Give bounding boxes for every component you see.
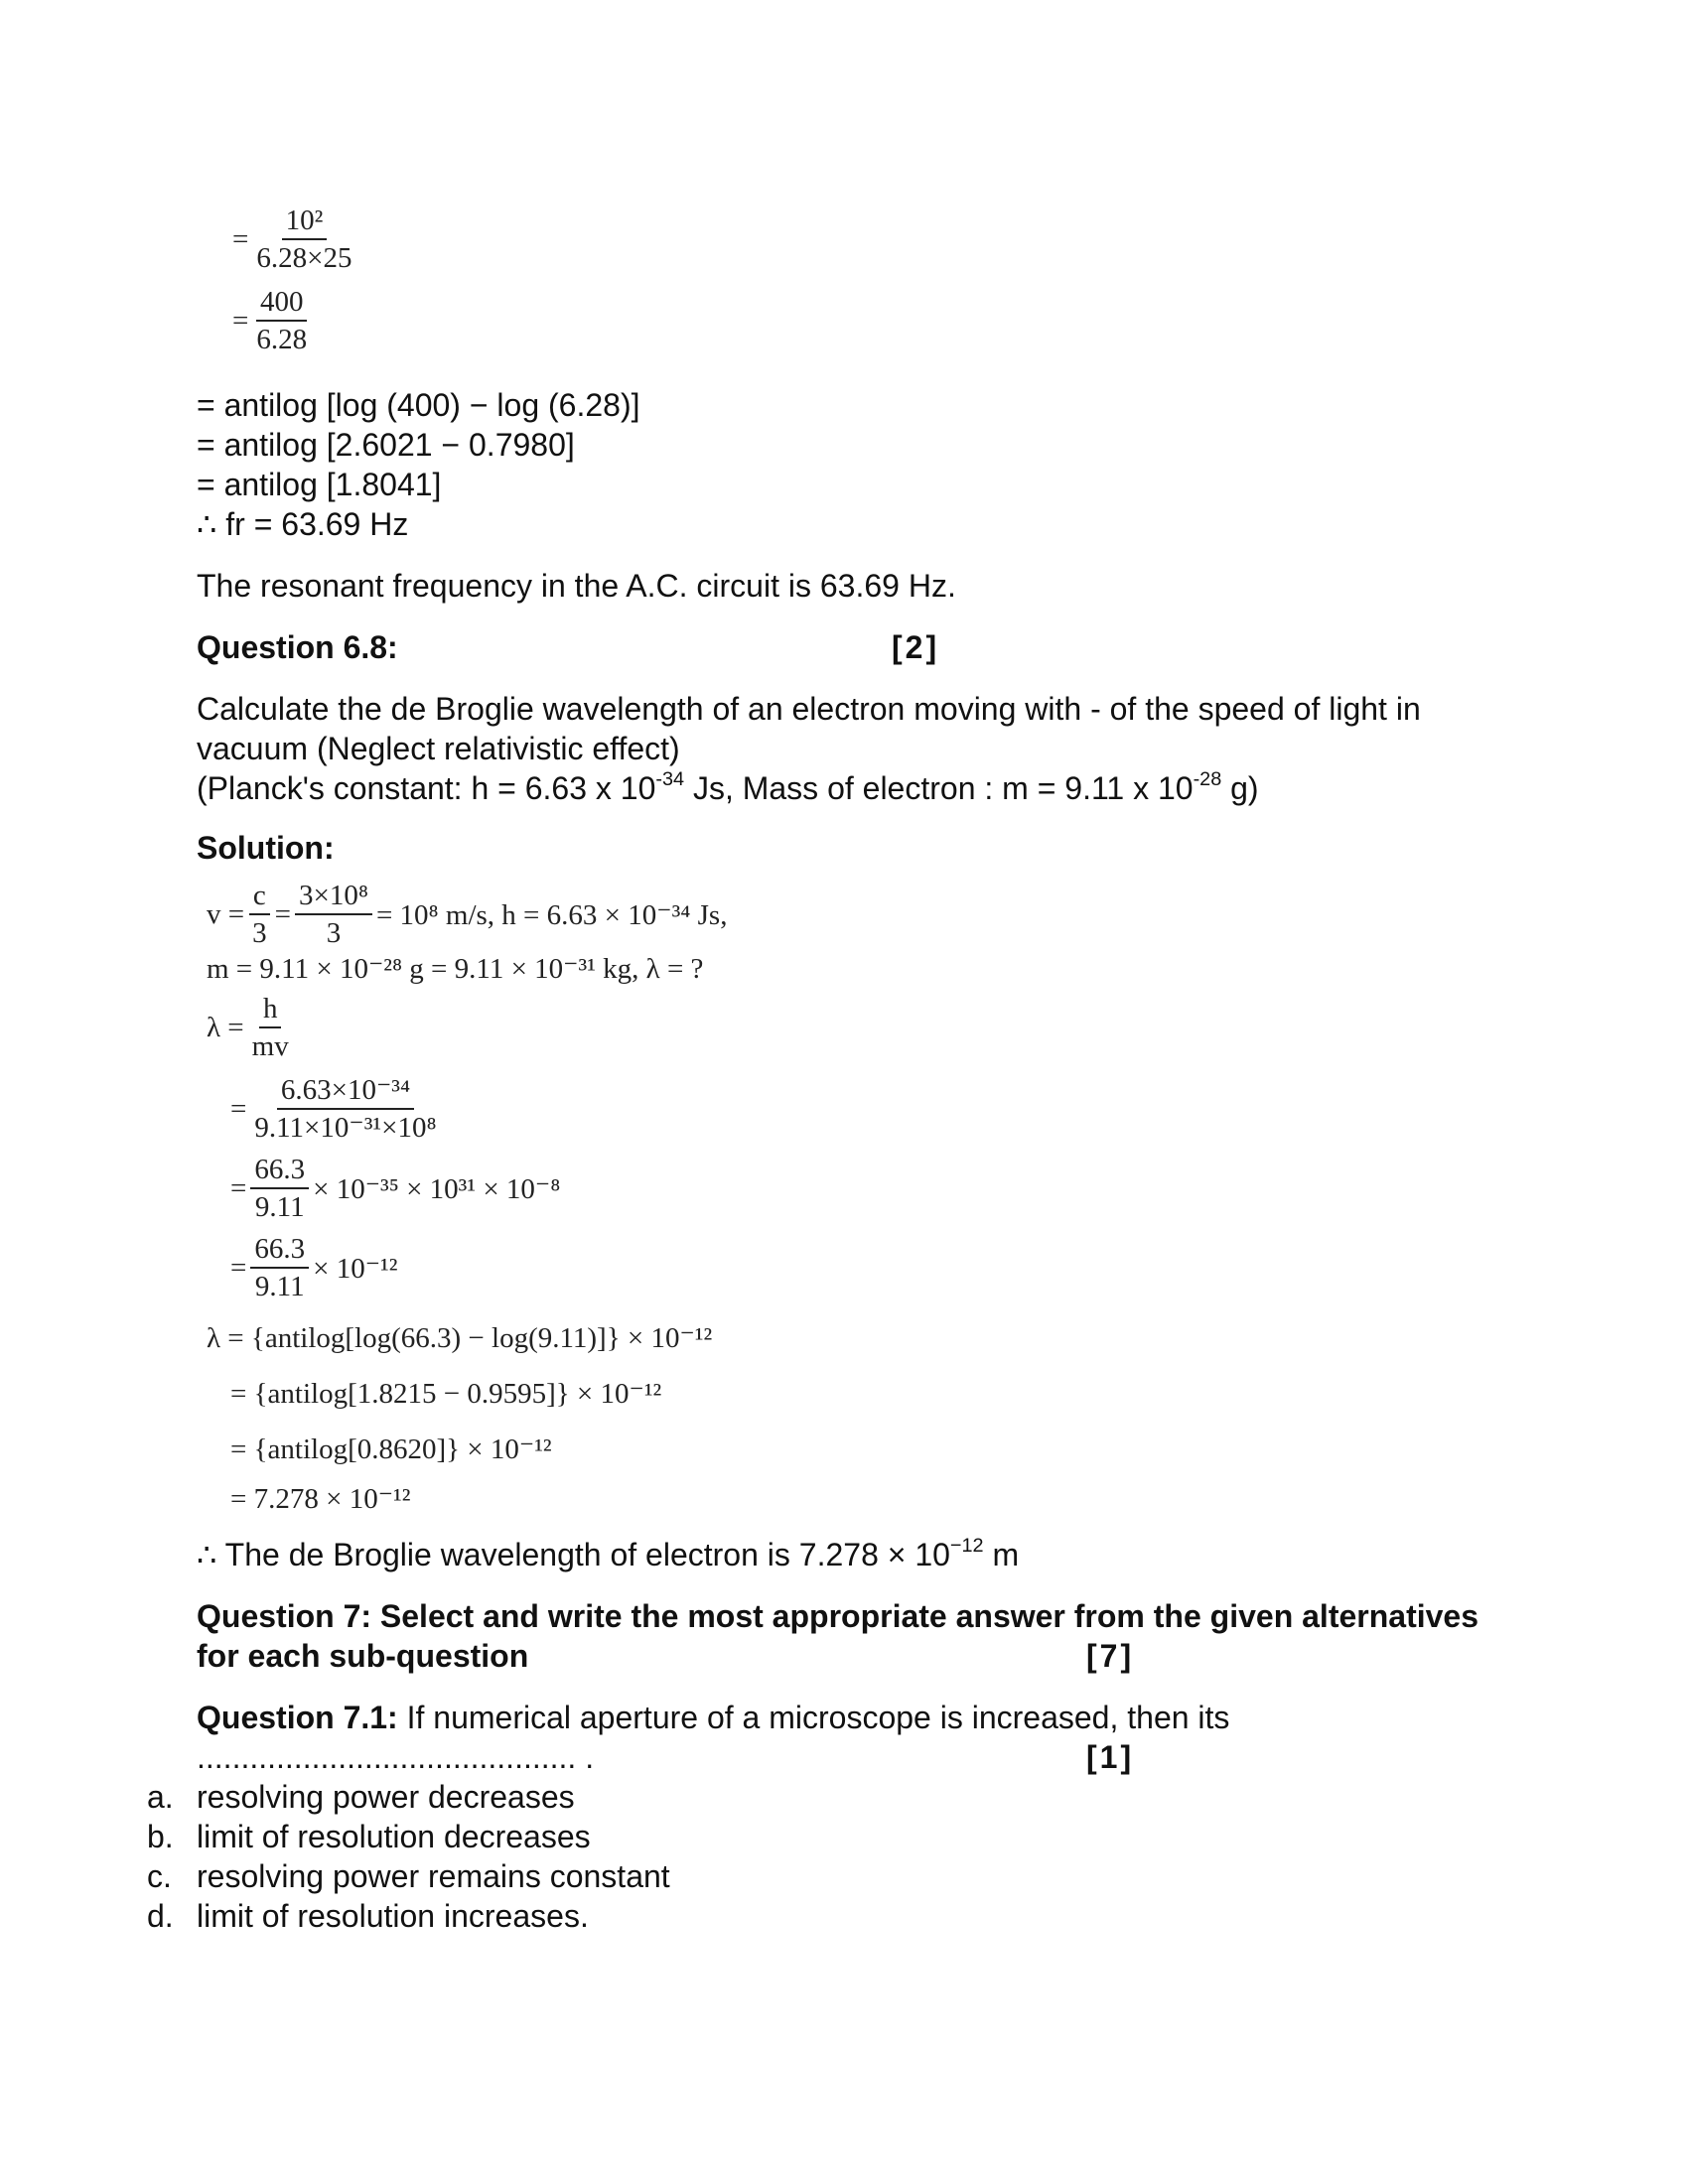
constants-part-b: Js, Mass of electron : m = 9.11 x 10 — [684, 770, 1194, 806]
c-over-3 — [248, 880, 271, 949]
speed-denominator: 3 — [326, 917, 342, 949]
option-c-text: resolving power remains constant — [197, 1858, 670, 1894]
substitution-denominator: 9.11×10⁻³¹×10⁸ — [254, 1112, 437, 1144]
solution-line-1 — [207, 880, 727, 949]
solution-line-3 — [207, 993, 297, 1062]
ratio-denominator-2: 9.11 — [254, 1271, 305, 1302]
speed-numerator: 3×10⁸ — [295, 880, 372, 915]
equals-sign: = — [230, 1171, 247, 1204]
power-factor: × 10⁻¹² — [313, 1252, 398, 1285]
lambda-lhs: λ = — [207, 1011, 244, 1043]
fraction-1-numerator: 10² — [282, 205, 328, 240]
equals-sign: = — [230, 1251, 247, 1284]
resonant-conclusion: The resonant frequency in the A.C. circuit is 63.69 Hz. — [197, 568, 956, 604]
question-7-1-blank: ........................................... . — [197, 1739, 595, 1775]
question-6-8-constants — [197, 768, 1259, 808]
c-numerator: c — [249, 880, 270, 915]
question-7-marks: [7] — [1086, 1638, 1135, 1674]
constants-exp-2: -28 — [1193, 768, 1222, 791]
conclusion-part-a: ∴ The de Broglie wavelength of electron is 7.278 × 10 — [197, 1537, 950, 1572]
solution-line-4 — [230, 1074, 445, 1144]
constants-part-c: g) — [1221, 770, 1259, 806]
solution-line-5 — [230, 1154, 560, 1223]
ratio-denominator-1: 9.11 — [254, 1191, 305, 1223]
fraction-2-denominator: 6.28 — [256, 324, 308, 355]
solution-line-10: = 7.278 × 10⁻¹² — [230, 1483, 411, 1515]
fraction-2 — [232, 286, 315, 355]
wavelength-conclusion — [197, 1535, 1019, 1574]
question-7-heading-line1: Question 7: Select and write the most appropriate answer from the given alternatives — [197, 1598, 1478, 1634]
equals-sign: = — [232, 222, 249, 255]
conclusion-exponent: −12 — [949, 1535, 984, 1558]
question-6-8-text-line1: Calculate the de Broglie wavelength of an electron moving with - of the speed of light in — [197, 691, 1421, 727]
constants-part-a: (Planck's constant: h = 6.63 x 10 — [197, 770, 656, 806]
calc-line-1: = antilog [log (400) − log (6.28)] — [197, 387, 640, 423]
question-7-1-marks: [1] — [1086, 1739, 1135, 1775]
substitution-numerator: 6.63×10⁻³⁴ — [277, 1074, 414, 1110]
solution-line-7: λ = {antilog[log(66.3) − log(9.11)]} × 10⁻¹² — [207, 1322, 713, 1354]
fraction-2-body — [252, 286, 311, 355]
fraction-1-body — [252, 205, 355, 274]
question-7-1 — [197, 1698, 1229, 1737]
mv-denominator: mv — [251, 1030, 289, 1062]
h-numerator: h — [259, 993, 282, 1028]
solution-line-6 — [230, 1233, 397, 1302]
option-c-letter: c. — [147, 1858, 172, 1894]
question-7-1-label: Question 7.1: — [197, 1700, 398, 1735]
option-a-text: resolving power decreases — [197, 1779, 575, 1815]
h-over-mv — [248, 993, 293, 1062]
speed-rest: = 10⁸ m/s, h = 6.63 × 10⁻³⁴ Js, — [375, 898, 728, 931]
solution-line-2: m = 9.11 × 10⁻²⁸ g = 9.11 × 10⁻³¹ kg, λ = ? — [207, 953, 704, 985]
speed-fraction — [295, 880, 372, 949]
calc-line-3: = antilog [1.8041] — [197, 467, 442, 502]
solution-label: Solution: — [197, 830, 335, 866]
substitution-fraction — [250, 1074, 440, 1144]
calc-line-2: = antilog [2.6021 − 0.7980] — [197, 427, 575, 463]
fraction-2-numerator: 400 — [256, 286, 308, 322]
powers-product: × 10⁻³⁵ × 10³¹ × 10⁻⁸ — [313, 1172, 561, 1205]
ratio-fraction-1 — [250, 1154, 309, 1223]
calc-line-4: ∴ fr = 63.69 Hz — [197, 506, 409, 542]
option-b-letter: b. — [147, 1819, 174, 1854]
question-6-8-text-line2: vacuum (Neglect relativistic effect) — [197, 731, 680, 766]
option-d-text: limit of resolution increases. — [197, 1898, 589, 1934]
option-d-letter: d. — [147, 1898, 174, 1934]
question-6-8-marks: [2] — [892, 629, 940, 665]
solution-line-8: = {antilog[1.8215 − 0.9595]} × 10⁻¹² — [230, 1378, 662, 1410]
equals-sign: = — [232, 304, 249, 337]
fraction-1-denominator: 6.28×25 — [256, 242, 352, 274]
fraction-1 — [232, 205, 359, 274]
question-7-heading-line2: for each sub-question — [197, 1638, 529, 1674]
constants-exp-1: -34 — [655, 768, 685, 791]
conclusion-part-b: m — [983, 1537, 1020, 1572]
ratio-numerator-2: 66.3 — [250, 1233, 309, 1269]
c-denominator: 3 — [252, 917, 267, 949]
equals-sign: = — [274, 897, 291, 930]
equals-sign: = — [230, 1092, 247, 1125]
question-7-1-text: If numerical aperture of a microscope is increased, then its — [397, 1700, 1230, 1735]
ratio-fraction-2 — [250, 1233, 309, 1302]
option-a-letter: a. — [147, 1779, 174, 1815]
solution-line-9: = {antilog[0.8620]} × 10⁻¹² — [230, 1433, 552, 1465]
v-lhs: v = — [207, 897, 245, 930]
option-b-text: limit of resolution decreases — [197, 1819, 591, 1854]
ratio-numerator-1: 66.3 — [250, 1154, 309, 1189]
question-6-8-heading: Question 6.8: — [197, 629, 398, 665]
